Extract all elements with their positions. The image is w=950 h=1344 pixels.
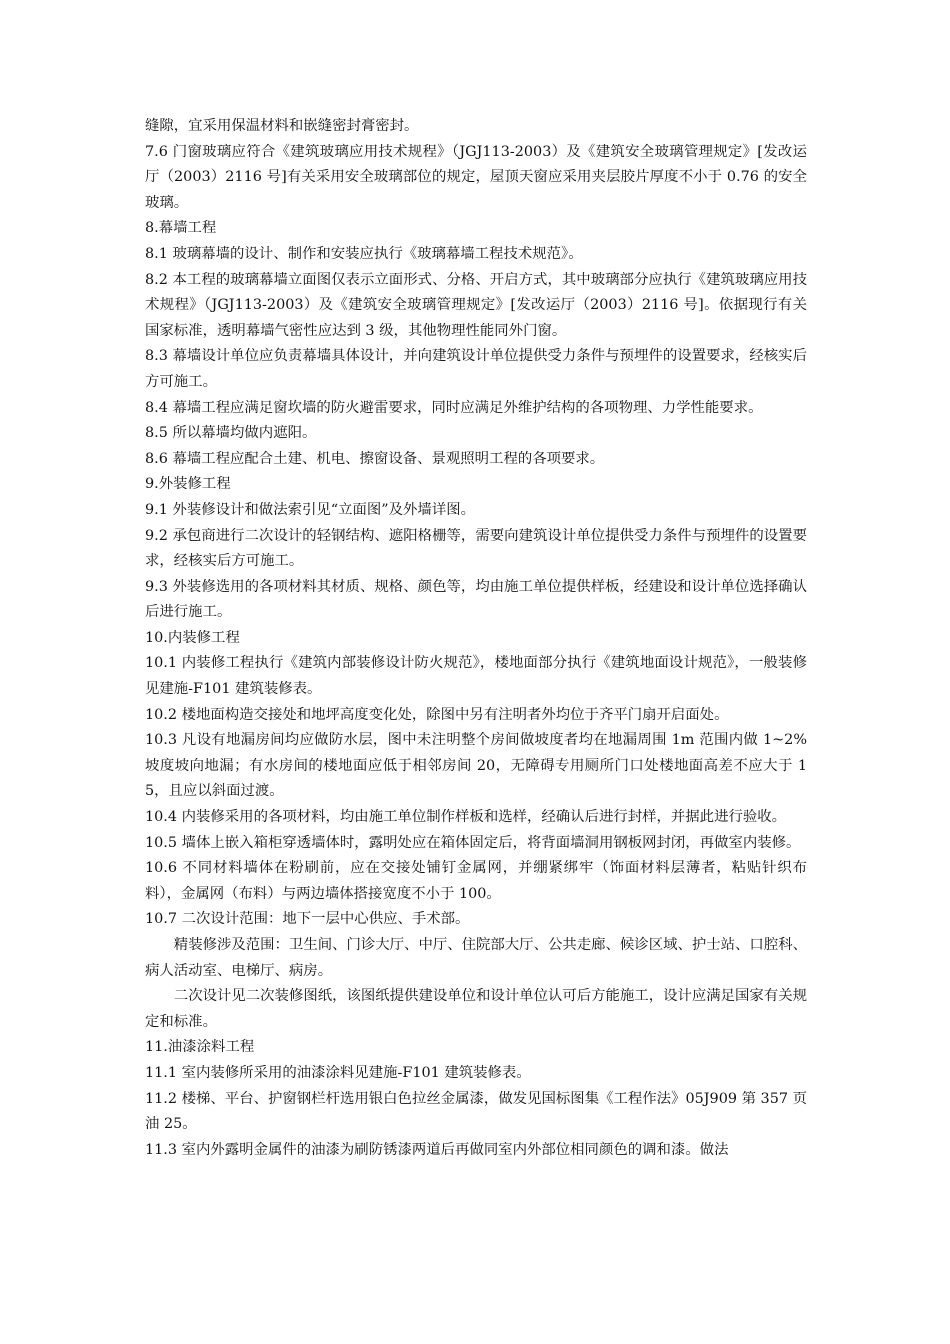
paragraph: 8.幕墙工程 <box>145 220 217 237</box>
paragraph: 二次设计见二次装修图纸，该图纸提供建设单位和设计单位认可后方能施工，设计应满足国家有关规定和标准。 <box>145 988 807 1030</box>
paragraph: 8.4 幕墙工程应满足窗坎墙的防火避雷要求，同时应满足外维护结构的各项物理、力学性能要求。 <box>145 399 763 416</box>
document-page <box>145 114 807 1163</box>
paragraph: 9.2 承包商进行二次设计的轻钢结构、遮阳格栅等，需要向建筑设计单位提供受力条件与预埋件的设置要求，经核实后方可施工。 <box>145 527 807 570</box>
paragraph: 10.3 凡设有地漏房间均应做防水层，图中未注明整个房间做坡度者均在地漏周围 1m 范围内做 1~2%坡度坡向地漏；有水房间的楼地面应低于相邻房间 20，无障碍专用厕所门口处楼地面高差不应大于 15，且应以斜面过渡。 <box>145 732 807 800</box>
paragraph: 8.3 幕墙设计单位应负责幕墙具体设计，并向建筑设计单位提供受力条件与预埋件的设置要求，经核实后方可施工。 <box>145 348 807 390</box>
paragraph: 8.2 本工程的玻璃幕墙立面图仅表示立面形式、分格、开启方式，其中玻璃部分应执行《建筑玻璃应用技术规程》（JGJ113-2003）及《建筑安全玻璃管理规定》[发改运厅（2003）2116 号]。依据现行有关国家标准，透明幕墙气密性应达到 3 级，其他物理性能同外门窗。 <box>145 271 807 339</box>
paragraph: 8.5 所以幕墙均做内遮阳。 <box>145 425 317 442</box>
paragraph: 9.外装修工程 <box>145 476 231 493</box>
paragraph: 11.3 室内外露明金属件的油漆为刷防锈漆两道后再做同室内外部位相同颜色的调和漆。做法 <box>145 1141 729 1158</box>
paragraph: 11.油漆涂料工程 <box>145 1039 255 1056</box>
paragraph: 11.2 楼梯、平台、护窗钢栏杆选用银白色拉丝金属漆，做发见国标图集《工程作法》05J909 第 357 页油 25。 <box>145 1090 807 1133</box>
paragraph: 10.内装修工程 <box>145 629 240 646</box>
paragraph: 10.5 墙体上嵌入箱柜穿透墙体时，露明处应在箱体固定后，将背面墙洞用钢板网封闭，再做室内装修。 <box>145 834 801 851</box>
paragraph: 精装修涉及范围：卫生间、门诊大厅、中厅、住院部大厅、公共走廊、候诊区域、护士站、口腔科、病人活动室、电梯厅、病房。 <box>145 937 807 979</box>
paragraph: 7.6 门窗玻璃应符合《建筑玻璃应用技术规程》（JGJ113-2003）及《建筑安全玻璃管理规定》[发改运厅（2003）2116 号]有关采用安全玻璃部位的规定，屋顶天窗应采用夹层胶片厚度不小于 0.76 的安全玻璃。 <box>145 143 807 211</box>
paragraph: 10.1 内装修工程执行《建筑内部装修设计防火规范》，楼地面部分执行《建筑地面设计规范》，一般装修见建施-F101 建筑装修表。 <box>145 655 807 698</box>
paragraph: 8.6 幕墙工程应配合土建、机电、擦窗设备、景观照明工程的各项要求。 <box>145 450 605 467</box>
paragraph: 9.1 外装修设计和做法索引见“立面图”及外墙详图。 <box>145 501 475 518</box>
paragraph: 10.6 不同材料墙体在粉刷前，应在交接处铺钉金属网，并绷紧绑牢（饰面材料层薄者，粘贴针织布料），金属网（布料）与两边墙体搭接宽度不小于 100。 <box>145 860 807 902</box>
paragraph: 8.1 玻璃幕墙的设计、制作和安装应执行《玻璃幕墙工程技术规范》。 <box>145 245 583 262</box>
paragraph: 10.4 内装修采用的各项材料，均由施工单位制作样板和选样，经确认后进行封样，并据此进行验收。 <box>145 809 787 826</box>
paragraph: 9.3 外装修选用的各项材料其材质、规格、颜色等，均由施工单位提供样板，经建设和设计单位选择确认后进行施工。 <box>145 578 807 621</box>
paragraph: 10.2 楼地面构造交接处和地坪高度变化处，除图中另有注明者外均位于齐平门扇开启面处。 <box>145 706 729 723</box>
paragraph: 10.7 二次设计范围：地下一层中心供应、手术部。 <box>145 911 470 928</box>
paragraph: 11.1 室内装修所采用的油漆涂料见建施-F101 建筑装修表。 <box>145 1064 531 1081</box>
paragraph: 缝隙，宜采用保温材料和嵌缝密封膏密封。 <box>145 118 419 134</box>
